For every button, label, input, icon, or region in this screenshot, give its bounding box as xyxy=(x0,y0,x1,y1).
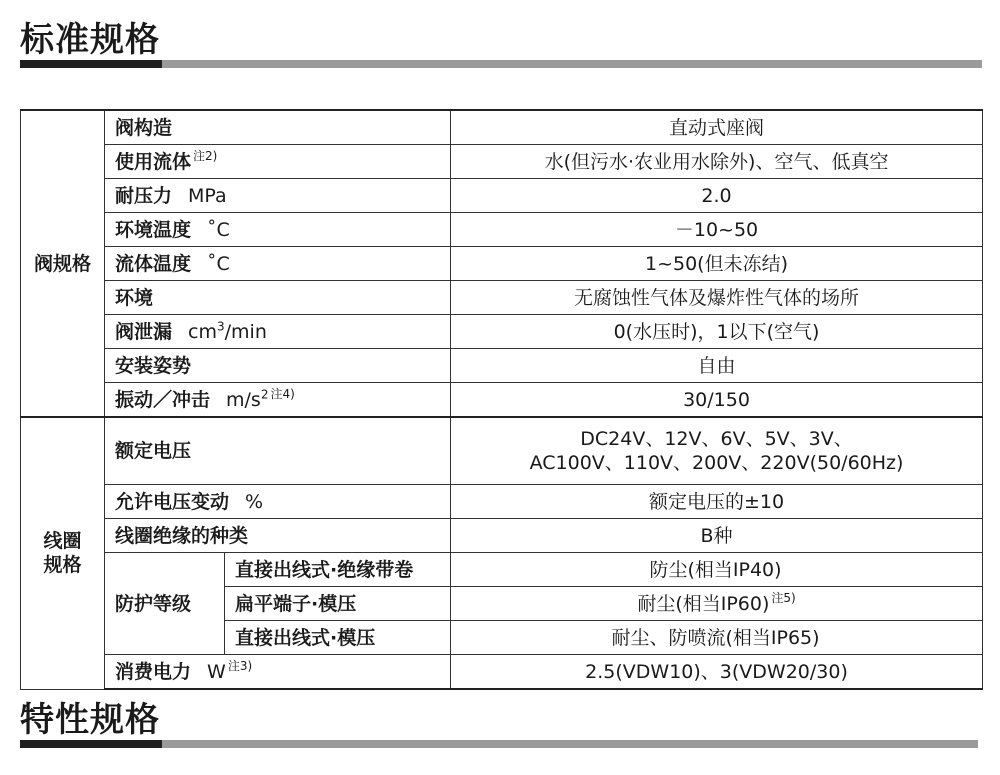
section-rule-standard xyxy=(20,60,982,68)
section-rule-characteristics xyxy=(20,740,978,748)
label-pressure: 耐压力 MPa xyxy=(105,179,451,213)
section-rule-grey xyxy=(162,60,982,68)
table-row xyxy=(21,519,983,553)
label-power: 消费电力 W $^{注3)}$ xyxy=(105,655,451,690)
unit-leakage: $cm^3/\min$ xyxy=(188,319,267,343)
value-structure: 直动式座阀 xyxy=(451,110,983,145)
unit-pressure: MPa xyxy=(188,184,227,207)
unit-voltage-fluct: % xyxy=(245,490,264,513)
value-insulation: B种 xyxy=(451,519,983,553)
unit-power: W xyxy=(207,660,226,683)
label-vibration: 振动／冲击 $m/s^2$ $^{注4)}$ xyxy=(105,383,451,418)
value-fluid: 水(但污水·农业用水除外)、空气、低真空 xyxy=(451,145,983,179)
table-row xyxy=(21,417,983,485)
table-row xyxy=(21,213,983,247)
label-fluid-temp: 流体温度 ˚C xyxy=(105,247,451,281)
value-power: 2.5(VDW10)、3(VDW20/30) xyxy=(451,655,983,690)
table-row xyxy=(21,655,983,690)
note-marker: 注3) xyxy=(227,659,253,674)
label-ambient-temp: 环境温度 ˚C xyxy=(105,213,451,247)
table-row xyxy=(21,179,983,213)
value-pressure: 2.0 xyxy=(451,179,983,213)
note-marker: 注4) xyxy=(270,387,295,402)
group-coil: 线圈 规格 xyxy=(21,417,105,689)
section-rule-grey xyxy=(162,740,978,748)
unit-vibration: $m/s^2$ xyxy=(226,387,269,411)
value-mounting: 自由 xyxy=(451,349,983,383)
label-insulation: 线圈绝缘的种类 xyxy=(105,519,451,553)
value-environment: 无腐蚀性气体及爆炸性气体的场所 xyxy=(451,281,983,315)
unit-ambient-temp: ˚C xyxy=(207,218,230,241)
note-marker: 注5) xyxy=(771,591,796,606)
table-row xyxy=(21,247,983,281)
section-title-characteristics: 特性规格 xyxy=(20,700,160,740)
table-row xyxy=(21,315,983,349)
label-protection-sub: 直接出线式·绝缘带卷 xyxy=(225,553,451,587)
label-structure: 阀构造 xyxy=(105,110,451,145)
value-vibration: 30/150 xyxy=(451,383,983,418)
label-protection: 防护等级 xyxy=(105,553,225,655)
value-fluid-temp: 1~50(但未冻结) xyxy=(451,247,983,281)
spec-table xyxy=(20,109,983,690)
table-row xyxy=(21,281,983,315)
value-rated-voltage: DC24V、12V、6V、5V、3V、 AC100V、110V、200V、220V(50/60Hz) xyxy=(451,417,983,485)
table-row xyxy=(21,349,983,383)
value-voltage-fluct: 额定电压的±10 xyxy=(451,485,983,519)
section-rule-dark xyxy=(20,740,162,748)
section-title-standard: 标准规格 xyxy=(20,20,160,60)
label-fluid: 使用流体 $^{注2)}$ xyxy=(105,145,451,179)
label-rated-voltage: 额定电压 xyxy=(105,417,451,485)
unit-fluid-temp: ˚C xyxy=(207,252,230,275)
label-protection-sub: 直接出线式·模压 xyxy=(225,621,451,655)
section-rule-dark xyxy=(20,60,162,68)
table-row xyxy=(21,145,983,179)
table-row xyxy=(21,553,983,587)
note-marker: 注2) xyxy=(193,149,218,164)
value-protection: 耐尘(相当IP60) $^{注5)}$ xyxy=(451,587,983,621)
table-row xyxy=(21,110,983,145)
label-mounting: 安装姿势 xyxy=(105,349,451,383)
label-voltage-fluct: 允许电压变动 % xyxy=(105,485,451,519)
value-protection: 耐尘、防喷流(相当IP65) xyxy=(451,621,983,655)
value-protection: 防尘(相当IP40) xyxy=(451,553,983,587)
label-environment: 环境 xyxy=(105,281,451,315)
value-ambient-temp: －10~50 xyxy=(451,213,983,247)
label-protection-sub: 扁平端子·模压 xyxy=(225,587,451,621)
group-valve: 阀规格 xyxy=(21,110,105,417)
label-leakage: 阀泄漏 $cm^3/\min$ xyxy=(105,315,451,349)
table-row xyxy=(21,485,983,519)
value-leakage: 0(水压时)，1以下(空气) xyxy=(451,315,983,349)
table-row xyxy=(21,383,983,418)
